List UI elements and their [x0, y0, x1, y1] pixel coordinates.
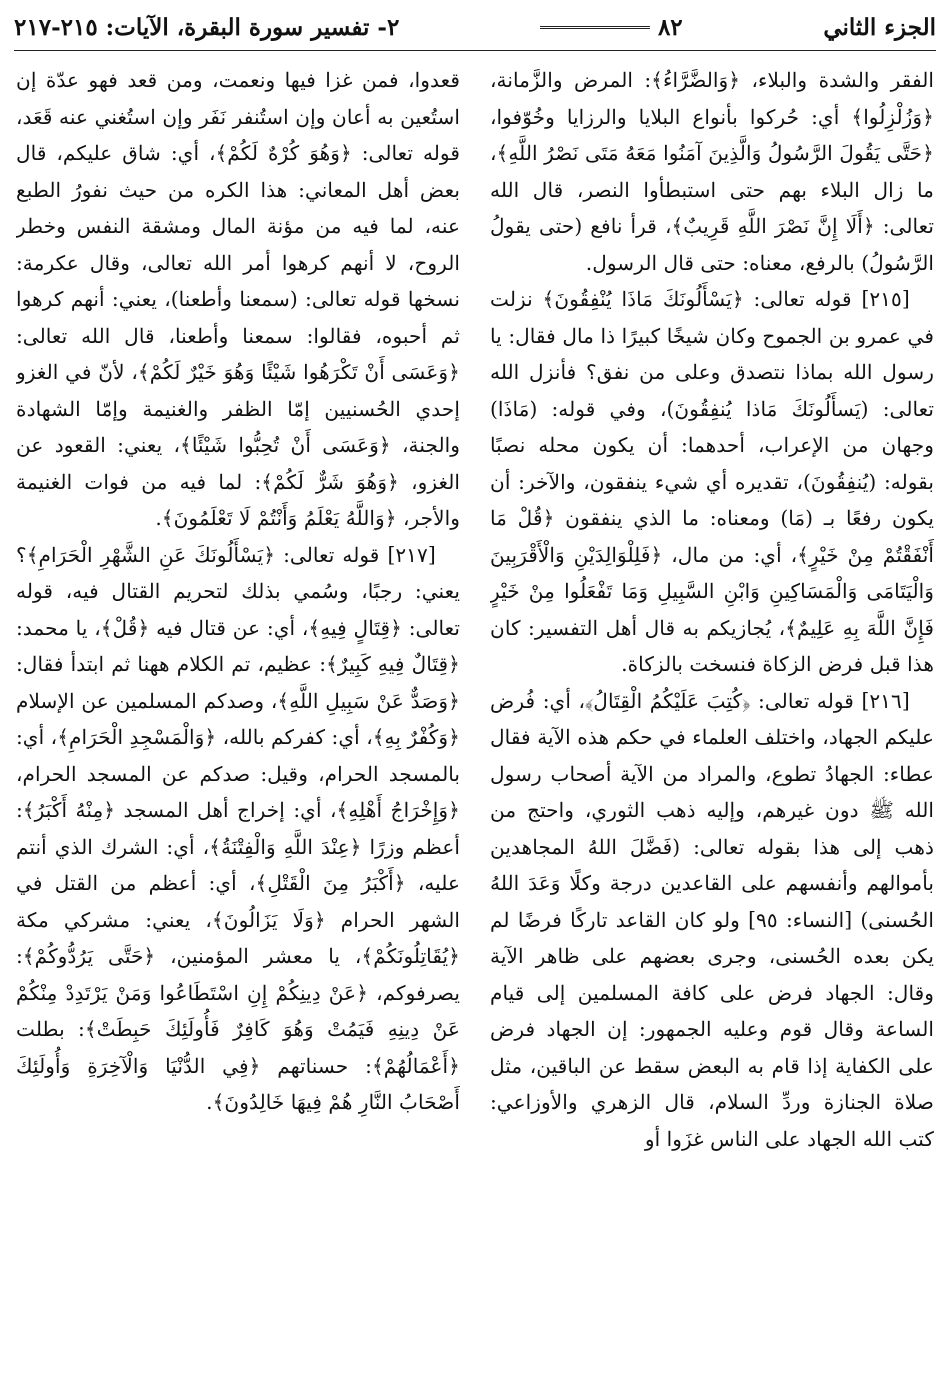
header-center [540, 14, 683, 41]
text-columns [16, 62, 934, 1379]
surah-info: ٢- تفسير سورة البقرة، الآيات: ٢١٥-٢١٧ [14, 13, 400, 41]
paragraph: [٢١٥] قوله تعالى: ﴿يَسْأَلُونَكَ مَاذَا يُنْفِقُونَ﴾ نزلت في عمرو بن الجموح وكان شيخًا كبيرًا ذا مال فقال: يا رسول الله بماذا نتصدق وعلى من نفق؟ فأنزل الله تعالى: (يَسأَلُونَكَ مَاذا يُنفِقُونَ)، وفي قوله: (مَاذَا) وجهان من الإعراب، أحدهما: أن يكون محله نصبًا بقوله: (يُنفِقُونَ)، تقديره أي شيء ينفقون، والآخر: أن يكون رفعًا بـ (مَا) ومعناه: ما الذي ينفقون ﴿قُلْ مَا أَنْفَقْتُمْ مِنْ خَيْرٍ﴾، أي: من مال، ﴿فَلِلْوَالِدَيْنِ وَالْأَقْرَبِينَ وَالْيَتَامَى وَالْمَسَاكِينِ وَابْنِ السَّبِيلِ وَمَا تَفْعَلُوا مِنْ خَيْرٍ فَإِنَّ اللَّهَ بِهِ عَلِيمٌ﴾، يُجازيكم به قال أهل التفسير: كان هذا قبل فرض الزكاة فنسخت بالزكاة. [490, 287, 934, 676]
paragraph: [٢١٦] قوله تعالى: ﴿كُتِبَ عَلَيْكُمُ الْقِتَالُ﴾، أي: فُرض عليكم الجهاد، واختلف العلماء في حكم هذه الآية فقال عطاء: الجهادُ تطوع، والمراد من الآية أصحاب رسول الله ﷺ دون غيرهم، وإليه ذهب الثوري، واحتج من ذهب إلى هذا بقوله تعالى: (فَضَّلَ اللهُ المجاهدين بأموالهم وأنفسهم على القاعدين درجة وكلًا وَعَدَ اللهُ الحُسنى) [النساء: ٩٥] ولو كان القاعد تاركًا فرضًا لم يكن بعده الحُسنى، وجرى بعضهم على ظاهر الآية وقال: الجهاد فرض على كافة المسلمين إلى قيام الساعة وقال قوم وعليه الجمهور: إن الجهاد فرض على الكفاية إذا قام به البعض سقط عن الباقين، مثل صلاة الجنازة وردِّ السلام، قال الزهري والأوزاعي: كتب الله الجهاد على الناس غزَوا أو [490, 688, 934, 1151]
paragraph: قعدوا، فمن غزا فيها ونعمت، ومن قعد فهو عدّة إن استُعين به أعان وإن استُنفر نَفَر وإن استُغني عنه قَعَد، قوله تعالى: ﴿وَهُوَ كُرْهٌ لَكُمْ﴾، أي: شاق عليكم، قال بعض أهل المعاني: هذا الكره من حيث نفورُ الطبع عنه، لما فيه من مؤنة المال ومشقة النفس وخطر الروح، لا أنهم كرهوا أمر الله تعالى، وقال عكرمة: نسخها قوله تعالى: (سمعنا وأطعنا)، يعني: أنهم كرهوا ثم أحبوه، فقالوا: سمعنا وأطعنا، قال الله تعالى: ﴿وَعَسَى أَنْ تَكْرَهُوا شَيْئًا وَهُوَ خَيْرٌ لَكُمْ﴾، لأنّ في الغزو إحدي الحُسنيين إمّا الظفر والغنيمة وإمّا الشهادة والجنة، ﴿وَعَسَى أَنْ تُحِبُّوا شَيْئًا﴾، يعني: القعود عن الغزو، ﴿وَهُوَ شَرٌّ لَكُمْ﴾: لما فيه من فوات الغنيمة والأجر، ﴿وَاللَّهُ يَعْلَمُ وَأَنْتُمْ لَا تَعْلَمُونَ﴾. [16, 68, 460, 530]
page-number: ٨٢ [657, 13, 683, 41]
paragraph: الفقر والشدة والبلاء، ﴿وَالضَّرَّاءُ﴾: المرض والزَّمانة، ﴿وَزُلْزِلُوا﴾ أي: حُركوا بأنواع البلايا والرزايا وخُوّفوا، ﴿حَتَّى يَقُولَ الرَّسُولُ وَالَّذِينَ آمَنُوا مَعَهُ مَتَى نَصْرُ اللَّهِ﴾، ما زال البلاء بهم حتى استبطأوا النصر، قال الله تعالى: ﴿أَلَا إِنَّ نَصْرَ اللَّهِ قَرِيبٌ﴾، قرأ نافع (حتى يقولُ الرَّسُولُ) بالرفع، معناه: حتى قال الرسول. [490, 68, 934, 275]
part-title: الجزء الثاني [823, 13, 936, 41]
page-header [14, 4, 936, 51]
header-rule [540, 26, 650, 29]
right-column [490, 62, 934, 1379]
left-column [16, 62, 460, 1379]
paragraph: [٢١٧] قوله تعالى: ﴿يَسْأَلُونَكَ عَنِ الشَّهْرِ الْحَرَامِ﴾؟ يعني: رجبًا، وسُمي بذلك لتحريم القتال فيه، قوله تعالى: ﴿قِتَالٍ فِيهِ﴾، أي: عن قتال فيه ﴿قُلْ﴾، يا محمد: ﴿قِتَالٌ فِيهِ كَبِيرٌ﴾: عظيم، تم الكلام ههنا ثم ابتدأ فقال: ﴿وَصَدٌّ عَنْ سَبِيلِ اللَّهِ﴾، وصدكم المسلمين عن الإسلام ﴿وَكُفْرٌ بِهِ﴾، أي: كفركم بالله، ﴿وَالْمَسْجِدِ الْحَرَامِ﴾، أي: بالمسجد الحرام، وقيل: صدكم عن المسجد الحرام، ﴿وَإِخْرَاجُ أَهْلِهِ﴾، أي: إخراج أهل المسجد ﴿مِنْهُ أَكْبَرُ﴾: أعظم وزرًا ﴿عِنْدَ اللَّهِ وَالْفِتْنَةُ﴾، أي: الشرك الذي أنتم عليه، ﴿أَكْبَرُ مِنَ الْقَتْلِ﴾، أي: أعظم من القتل في الشهر الحرام ﴿وَلَا يَزَالُونَ﴾، يعني: مشركي مكة ﴿يُقَاتِلُونَكُمْ﴾، يا معشر المؤمنين، ﴿حَتَّى يَرُدُّوكُمْ﴾: يصرفوكم، ﴿عَنْ دِينِكُمْ إِنِ اسْتَطَاعُوا وَمَنْ يَرْتَدِدْ مِنْكُمْ عَنْ دِينِهِ فَيَمُتْ وَهُوَ كَافِرٌ فَأُولَئِكَ حَبِطَتْ﴾: بطلت ﴿أَعْمَالُهُمْ﴾: حسناتهم ﴿فِي الدُّنْيَا وَالْآخِرَةِ وَأُولَئِكَ أَصْحَابُ النَّارِ هُمْ فِيهَا خَالِدُونَ﴾. [16, 542, 460, 1114]
